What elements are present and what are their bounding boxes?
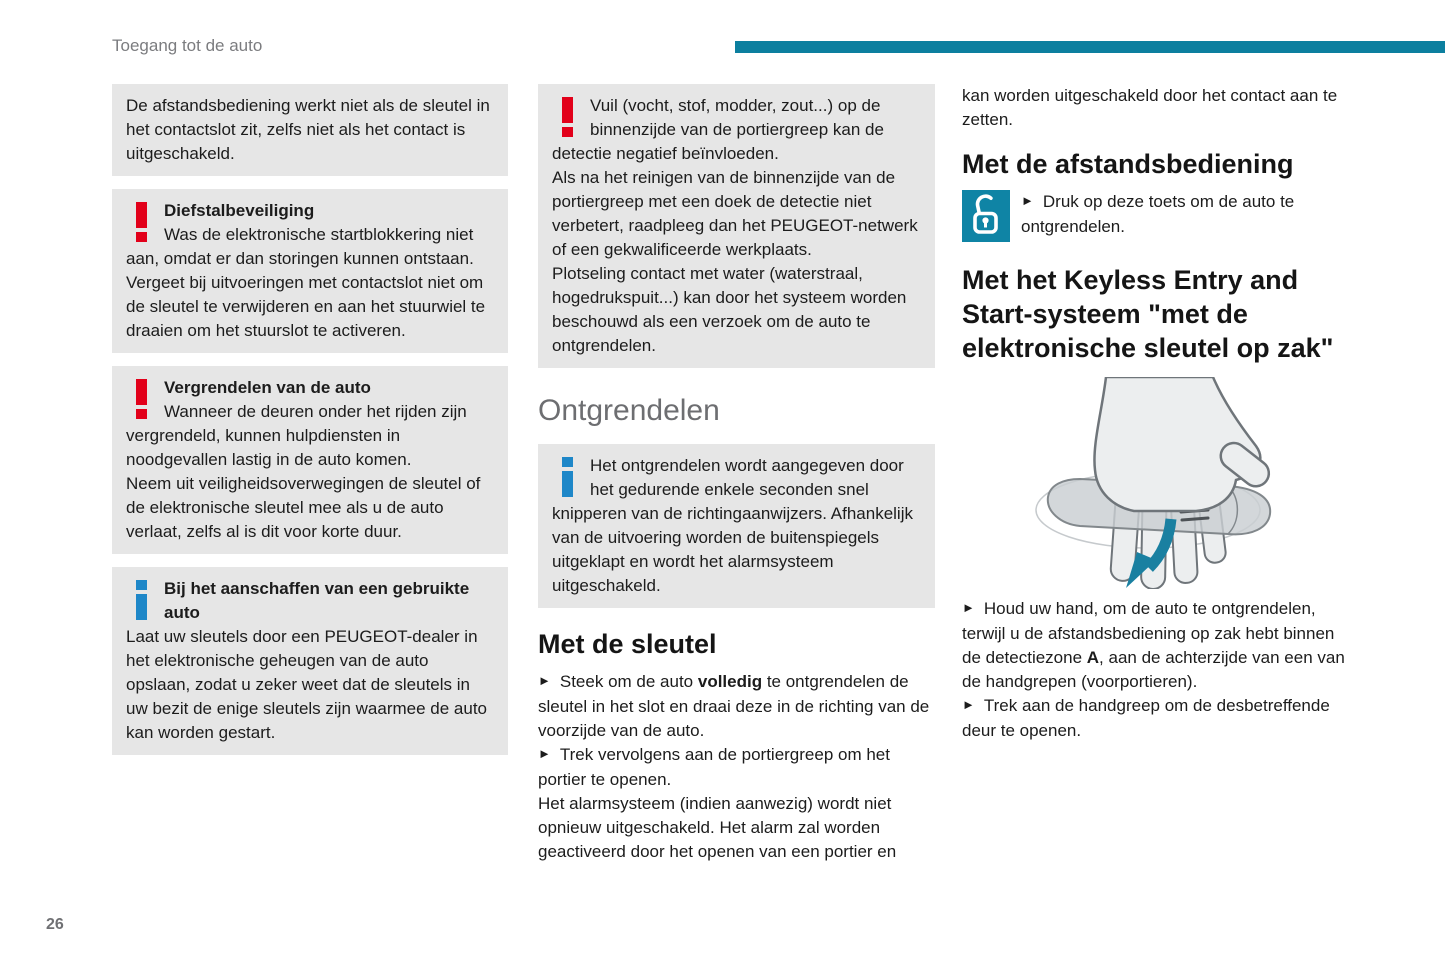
note-text: De afstandsbediening werkt niet als de sleutel in het contactslot zit, zelfs niet als het contact is uitgeschakeld.: [126, 96, 490, 163]
alarm-note-continued-text: kan worden uitgeschakeld door het contact aan te zetten.: [962, 86, 1338, 129]
warning-title: Diefstalbeveiliging: [164, 201, 315, 220]
info-text: Laat uw sleutels door een PEUGEOT-dealer in het elektronische geheugen van de auto opslaan, zodat u zeker weet dat de sleutels in uw bezit de enige sleutels zijn waarmee de auto kan worden gestart.: [126, 627, 487, 742]
instruction-text: Trek aan de handgreep om de desbetreffende deur te openen.: [962, 696, 1330, 740]
instruction-text: Trek vervolgens aan de portiergreep om het portier te openen.: [538, 745, 890, 789]
bullet-arrow-icon: ►: [538, 673, 551, 688]
page-number: 26: [46, 916, 64, 933]
page-header-title: Toegang tot de auto: [112, 36, 263, 55]
instruction-text: te ontgrendelen de sleutel in het slot en draai deze in de richting van de voorzijde van de auto.: [538, 672, 930, 740]
remote-instruction-row: [962, 190, 1345, 249]
warning-exclamation-icon: [562, 97, 573, 139]
warning-text: Neem uit veiligheidsoverwegingen de sleutel of de elektronische sleutel mee als u de auto verlaat, zelfs al is dit voor korte duur.: [126, 474, 481, 541]
instruction-text-bold: volledig: [697, 672, 763, 691]
warning-text: Was de elektronische startblokkering niet aan, omdat er dan storingen kunnen ontstaan.: [126, 225, 474, 268]
instruction-press-button: [1021, 190, 1345, 239]
subheading-remote-control: Met de afstandsbediening: [962, 149, 1294, 179]
warning-text: Vergeet bij uitvoeringen met contactslot niet om de sleutel te verwijderen en aan het stuurwiel te draaien om het stuurslot te activeren.: [126, 273, 486, 340]
instruction-pull-handle: [538, 743, 935, 792]
column-right: [962, 84, 1345, 743]
info-box-used-car: [112, 567, 508, 755]
bullet-arrow-icon: ►: [962, 600, 975, 615]
instruction-insert-key: [538, 670, 935, 743]
bullet-arrow-icon: ►: [962, 697, 975, 712]
instruction-pull-handle: [962, 694, 1345, 743]
instruction-text: Steek om de auto: [559, 672, 698, 691]
hand-door-handle-illustration: [1030, 377, 1288, 589]
instruction-hold-hand: [962, 597, 1345, 694]
warning-text: Vuil (vocht, stof, modder, zout...) op de binnenzijde van de portiergreep kan de detectie negatief beïnvloeden.: [552, 96, 884, 163]
warning-text: Als na het reinigen van de binnenzijde van de portiergreep met een doek de detectie niet verbetert, raadpleeg dan het PEUGEOT-netwerk of een gekwalificeerde werkplaats.: [552, 168, 918, 259]
bullet-arrow-icon: ►: [538, 746, 551, 761]
info-title: Bij het aanschaffen van een gebruikte auto: [164, 579, 470, 622]
info-box-unlock-indication: [538, 444, 935, 608]
info-text: Het ontgrendelen wordt aangegeven door het gedurende enkele seconden snel knipperen van de richtingaanwijzers. Afhankelijk van de uitvoering worden de buitenspiegels uitgeklapt en wordt het alarmsysteem uitgeschakeld.: [552, 456, 913, 595]
warning-title: Vergrendelen van de auto: [164, 378, 371, 397]
warning-box-dirt: [538, 84, 935, 368]
detection-zone-label: A: [1086, 648, 1100, 667]
column-middle: [538, 84, 935, 864]
section-heading-unlocking: Ontgrendelen: [538, 394, 720, 427]
note-box-remote: [112, 84, 508, 176]
subheading-with-key: Met de sleutel: [538, 629, 717, 659]
warning-text: Plotseling contact met water (waterstraal, hogedrukspuit...) kan door het systeem worden beschouwd als een verzoek om de auto te ontgrendelen.: [552, 264, 907, 355]
header-accent-bar: [735, 41, 1445, 53]
warning-box-locking: [112, 366, 508, 554]
info-icon: [562, 457, 573, 499]
instruction-text: Druk op deze toets om de auto te ontgrendelen.: [1021, 192, 1295, 236]
column-left: [112, 84, 508, 768]
alarm-note-text: Het alarmsysteem (indien aanwezig) wordt niet opnieuw uitgeschakeld. Het alarm zal worden geactiveerd door het openen van een portier en: [538, 794, 897, 861]
instruction-text: , aan de achterzijde van een van de handgrepen (voorportieren).: [962, 648, 1345, 691]
unlock-button-icon: [962, 190, 1010, 249]
bullet-arrow-icon: ►: [1021, 193, 1034, 208]
info-icon: [136, 580, 147, 622]
warning-exclamation-icon: [136, 379, 147, 421]
warning-exclamation-icon: [136, 202, 147, 244]
warning-box-theft: [112, 189, 508, 353]
instruction-text: Houd uw hand, om de auto te ontgrendelen, terwijl u de afstandsbediening op zak hebt binnen de detectiezone: [962, 599, 1335, 667]
warning-text: Wanneer de deuren onder het rijden zijn vergrendeld, kunnen hulpdiensten in noodgevallen lastig in de auto komen.: [126, 402, 467, 469]
subheading-keyless-entry: Met het Keyless Entry and Start-systeem "met de elektronische sleutel op zak": [962, 265, 1334, 363]
